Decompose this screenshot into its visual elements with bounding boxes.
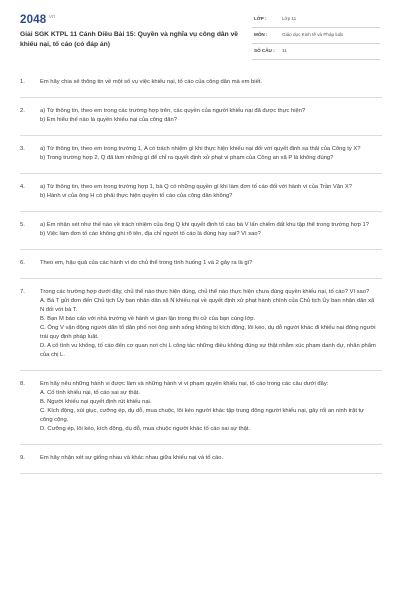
- document-header: [0, 0, 400, 62]
- meta-row-class: [252, 12, 380, 28]
- question-text-line: C. Kích động, xúi giục, cưỡng ép, dụ dỗ, mua chuộc, lôi kéo người khác tập trung đông người khiếu nại, gây rối an ninh trật tự công cộng.: [40, 408, 365, 423]
- question-number: 5.: [20, 222, 25, 228]
- question-number: 9.: [20, 455, 25, 461]
- question-text-line: Trong các trường hợp dưới đây, chủ thể nào thực hiện đúng, chủ thể nào thực hiện chưa đúng quyền khiếu nại, tố cáo? Vì sao?: [40, 289, 370, 295]
- question-text-line: a) Từ thông tin, theo em trong trường 1, A có trách nhiệm gì khi thực hiện khiếu nại đối với quyết định sa thải của Công ty X?: [40, 146, 361, 152]
- question-text-line: D. A cố tình vu khống, tố cáo đến cơ quan nơi chị L công tác những điều không đúng sự thật nhằm xúc phạm danh dự, nhân phẩm của chị L.: [40, 343, 376, 358]
- question-body: [40, 454, 382, 463]
- question-body: [40, 380, 382, 434]
- question-number: 7.: [20, 289, 25, 295]
- meta-label-count: SỐ CÂU :: [254, 48, 275, 53]
- meta-label-class: LỚP :: [254, 16, 267, 21]
- question-text-line: A. Cố tình khiếu nại, tố cáo sai sự thật.: [40, 390, 140, 396]
- question-body: [40, 221, 382, 239]
- question-text-line: b) Việc làm đơn tố cáo không ghi rõ tên, địa chỉ người tố cáo là đúng hay sai? Vì sao?: [40, 231, 261, 237]
- question-text-line: C. Ông V vận động người dân tổ dân phố nơi ông sinh sống không bị kích động, lôi kéo, dụ dỗ người khác đi khiếu nại đông người trái quy định pháp luật.: [40, 325, 376, 340]
- meta-value-subject: Giáo dục Kinh tế và Pháp luật: [282, 32, 343, 37]
- logo-text: 2048: [20, 14, 47, 26]
- question-text-line: b) Trong trường hợp 2, Q đã làm những gì để chỉ ra quyết định xử phạt vi phạm của Công an xã P là không đúng?: [40, 155, 334, 161]
- question-number: 6.: [20, 260, 25, 266]
- question-body: [40, 78, 382, 87]
- question-text-line: Em hãy nhận xét sự giống nhau và khác nhau giữa khiếu nại và tố cáo.: [40, 455, 224, 461]
- question-item: [20, 279, 382, 371]
- meta-row-subject: [252, 28, 380, 44]
- question-body: [40, 145, 382, 163]
- question-item: [20, 371, 382, 445]
- question-body: [40, 288, 382, 360]
- question-number: 1.: [20, 79, 25, 85]
- question-text-line: b) Em hiểu thế nào là quyền khiếu nại của công dân?: [40, 117, 177, 123]
- question-text-line: D. Cưỡng ép, lôi kéo, kích động, dụ dỗ, mua chuộc người khác tố cáo sai sự thật.: [40, 426, 251, 432]
- question-text-line: Em hãy chia sẻ thông tin về một số vụ việc khiếu nại, tố cáo của công dân mà em biết.: [40, 79, 263, 85]
- question-item: [20, 445, 382, 474]
- logo-suffix: .vn: [47, 14, 56, 21]
- question-body: [40, 183, 382, 201]
- question-body: [40, 259, 382, 268]
- document-meta-table: [252, 12, 380, 60]
- question-text-line: a) Em nhận xét như thế nào về trách nhiệm của ông Q khi quyết định tố cáo bà V lấn chiếm đất khu tập thể trong trường hợp 1?: [40, 222, 369, 228]
- question-text-line: a) Từ thông tin, theo em trong trường hợp 1, bà Q có những quyền gì khi làm đơn tố cáo đối với hành vi của Trần Văn X?: [40, 184, 352, 190]
- question-text-line: B. Người khiếu nại quyết định rút khiếu nại.: [40, 399, 152, 405]
- question-item: [20, 174, 382, 212]
- document-title: Giải SGK KTPL 11 Cánh Diều Bài 15: Quyền và nghĩa vụ công dân về khiếu nại, tố cáo (có đáp án): [20, 31, 239, 48]
- meta-label-subject: MÔN :: [254, 32, 268, 37]
- question-number: 4.: [20, 184, 25, 190]
- question-text-line: a) Từ thông tin, theo em trong các trường hợp trên, các quyền của người khiếu nại đã được thực hiện?: [40, 108, 306, 114]
- question-number: 2.: [20, 108, 25, 114]
- question-text-line: Theo em, hậu quả của các hành vi do chủ thể trong tình huống 1 và 2 gây ra là gì?: [40, 260, 253, 266]
- meta-value-count: 11: [282, 48, 287, 53]
- question-item: [20, 98, 382, 136]
- question-text-line: Em hãy nêu những hành vi được làm và những hành vi vi phạm quyền khiếu nại, tố cáo trong các câu dưới đây:: [40, 381, 329, 387]
- question-item: [20, 250, 382, 279]
- question-number: 3.: [20, 146, 25, 152]
- question-text-line: B. Bạn M báo cáo với nhà trường về hành vi gian lận trong thi cử của bạn cùng lớp.: [40, 316, 256, 322]
- meta-row-count: [252, 44, 380, 60]
- question-text-line: b) Hành vi của ông H có phải thực hiện quyền tố cáo của công dân không?: [40, 193, 233, 199]
- question-item: [20, 136, 382, 174]
- question-item: [20, 212, 382, 250]
- meta-value-class: Lớp 11: [282, 16, 297, 21]
- question-list: [20, 74, 382, 600]
- question-item: [20, 74, 382, 98]
- question-number: 8.: [20, 381, 25, 387]
- site-logo[interactable]: [20, 14, 55, 26]
- question-body: [40, 107, 382, 125]
- question-text-line: A. Bà T gửi đơn đến Chủ tịch Ủy ban nhân dân xã N khiếu nại về quyết định xử phạt hành chính của Chủ tịch Ủy ban nhân dân xã N đối với bà T.: [40, 298, 375, 313]
